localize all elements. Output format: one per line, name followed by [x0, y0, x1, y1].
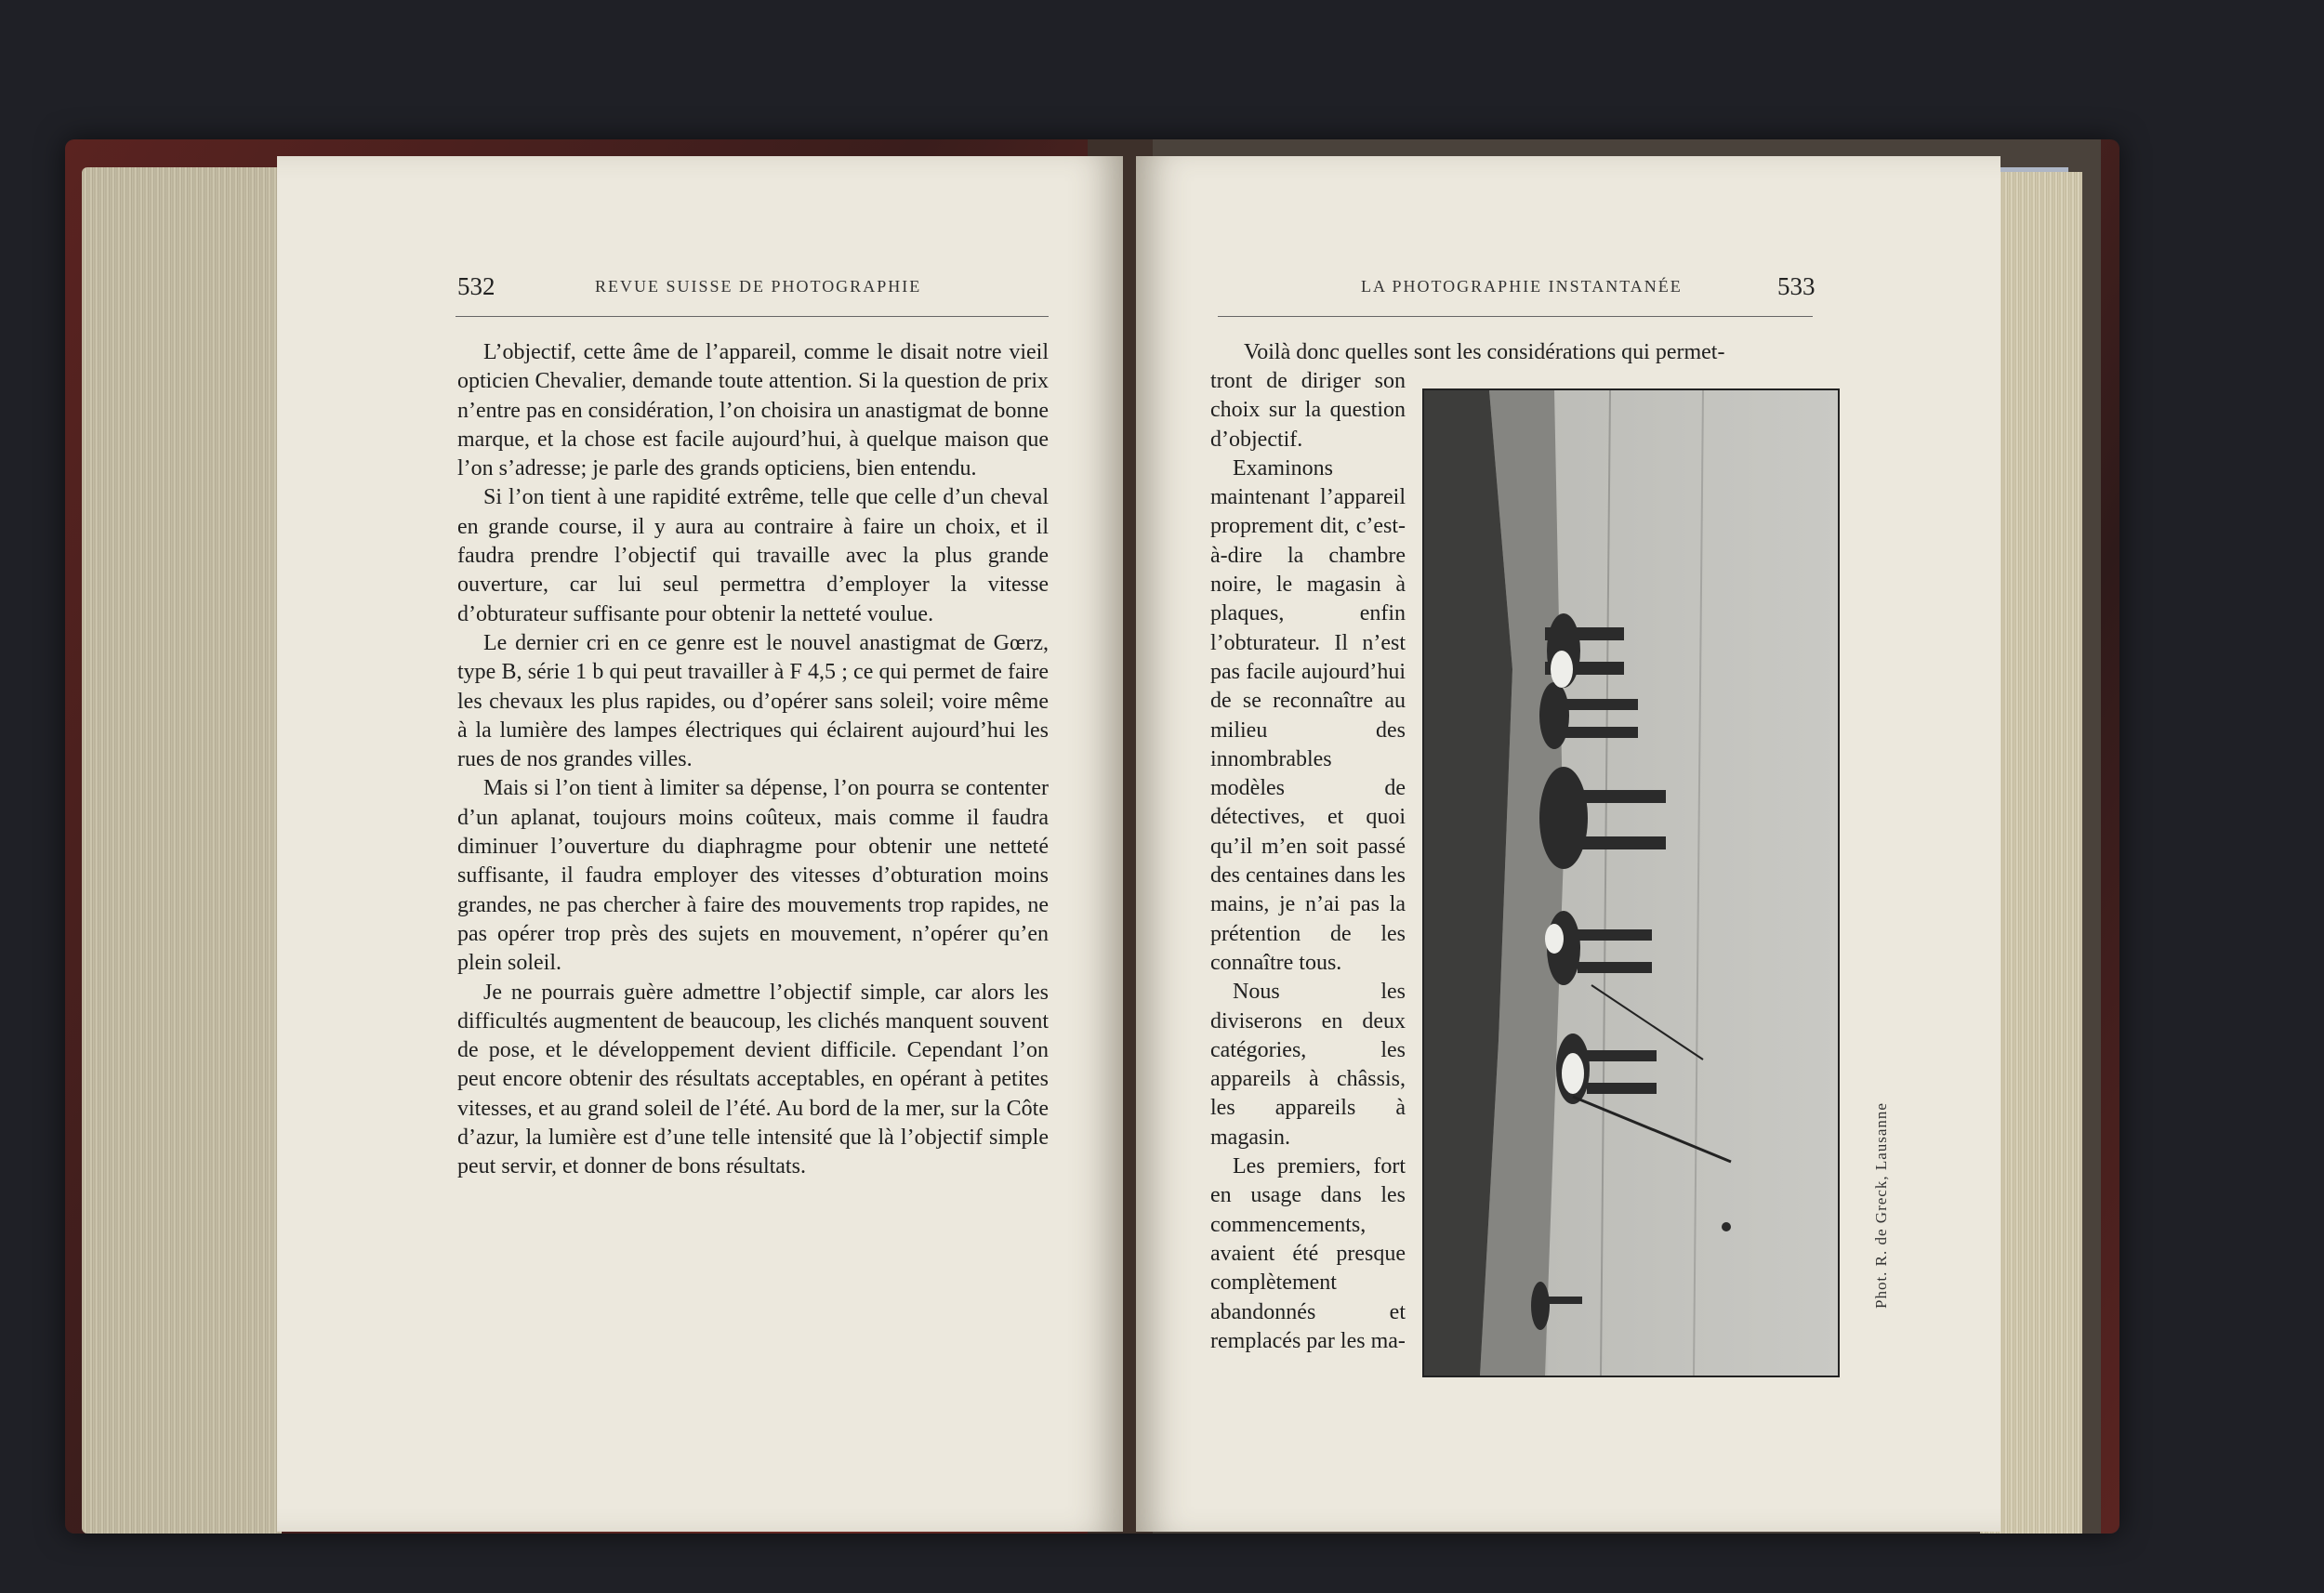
running-head: LA PHOTOGRAPHIE INSTANTANÉE [1361, 277, 1683, 296]
photo-credit: Phot. R. de Greck, Lausanne [1872, 1102, 1890, 1309]
paragraph: Les premiers, fort en usage dans les commencements, avaient été presque complètement abandonnés et remplacés par les ma- [1210, 1154, 1406, 1353]
column-text [1210, 367, 1406, 1356]
paragraph: Nous les diviserons en deux catégories, les appareils à châssis, les appareils à magasin. [1210, 980, 1406, 1150]
running-head: REVUE SUISSE DE PHOTOGRAPHIE [595, 277, 922, 296]
paragraph: L’objectif, cette âme de l’appareil, comme le disait notre vieil opticien Chevalier, demande toute attention. Si la question de prix n’entre pas en considération, l’on choisira un anastigmat de bonne marque, et la chose est facile aujourd’hui, à quelque maison que l’on s’adresse; je parle des grands opticiens, bien entendu. [457, 340, 1049, 481]
header-rule [1218, 316, 1813, 317]
body-text [457, 338, 1049, 1182]
page-number: 533 [1777, 272, 1816, 300]
first-line: Voilà donc quelles sont les considérations qui permet- [1244, 340, 1725, 364]
paragraph: Examinons maintenant l’appareil proprement dit, c’est-à-dire la chambre noire, le magasin à plaques, enfin l’obturateur. Il n’est pas facile aujourd’hui de se reconnaître au milieu des innombrables modèles de détectives, et quoi qu’il m’en soit passé des centaines dans les mains, je n’ai pas la prétention de les connaître tous. [1210, 455, 1406, 975]
paragraph: tront de diriger son choix sur la question d’objectif. [1210, 369, 1406, 452]
golf-scene-image [1424, 390, 1838, 1376]
paragraph: Mais si l’on tient à limiter sa dépense, l’on pourra se contenter d’un aplanat, toujours moins coûteux, mais comme il faudra diminuer l’ouverture du diaphragme pour obtenir une netteté suffisante, il faudra employer des vitesses d’obturation moins grandes, ne pas chercher à faire des mouvements trop rapides, ne pas opérer trop près des sujets en mouvement, n’opérer qu’en plein soleil. [457, 776, 1049, 976]
right-page [1136, 156, 2000, 1532]
left-page [277, 156, 1123, 1532]
page-number: 532 [457, 272, 495, 300]
paragraph: Je ne pourrais guère admettre l’objectif simple, car alors les difficultés augmentent de beaucoup, les clichés manquent souvent de pose, et le développement devient difficile. Cependant l’on peut encore obtenir des résultats acceptables, en opérant à petites vitesses, et au grand soleil de l’été. Au bord de la mer, sur la Côte d’azur, la lumière est d’une telle intensité que là l’objectif simple peut servir, et donner de bons résultats. [457, 980, 1049, 1179]
header-rule [456, 316, 1049, 317]
paragraph: Si l’on tient à une rapidité extrême, telle que celle d’un cheval en grande course, il y aura au contraire à faire un choix, et il faudra prendre l’objectif qui travaille avec la plus grande ouverture, car lui seul permettra d’employer la vitesse d’obturateur suffisante pour obtenir la netteté voulue. [457, 485, 1049, 626]
photograph-golfers [1422, 388, 1840, 1377]
page-edges-left [82, 167, 282, 1534]
paragraph: Le dernier cri en ce genre est le nouvel anastigmat de Gœrz, type B, série 1 b qui peut travailler à F 4,5 ; ce qui permet de faire les chevaux les plus rapides, ou d’opérer sans soleil; voire même à la lumière des lampes électriques qui éclairent aujourd’hui les rues de nos grandes villes. [457, 630, 1049, 772]
